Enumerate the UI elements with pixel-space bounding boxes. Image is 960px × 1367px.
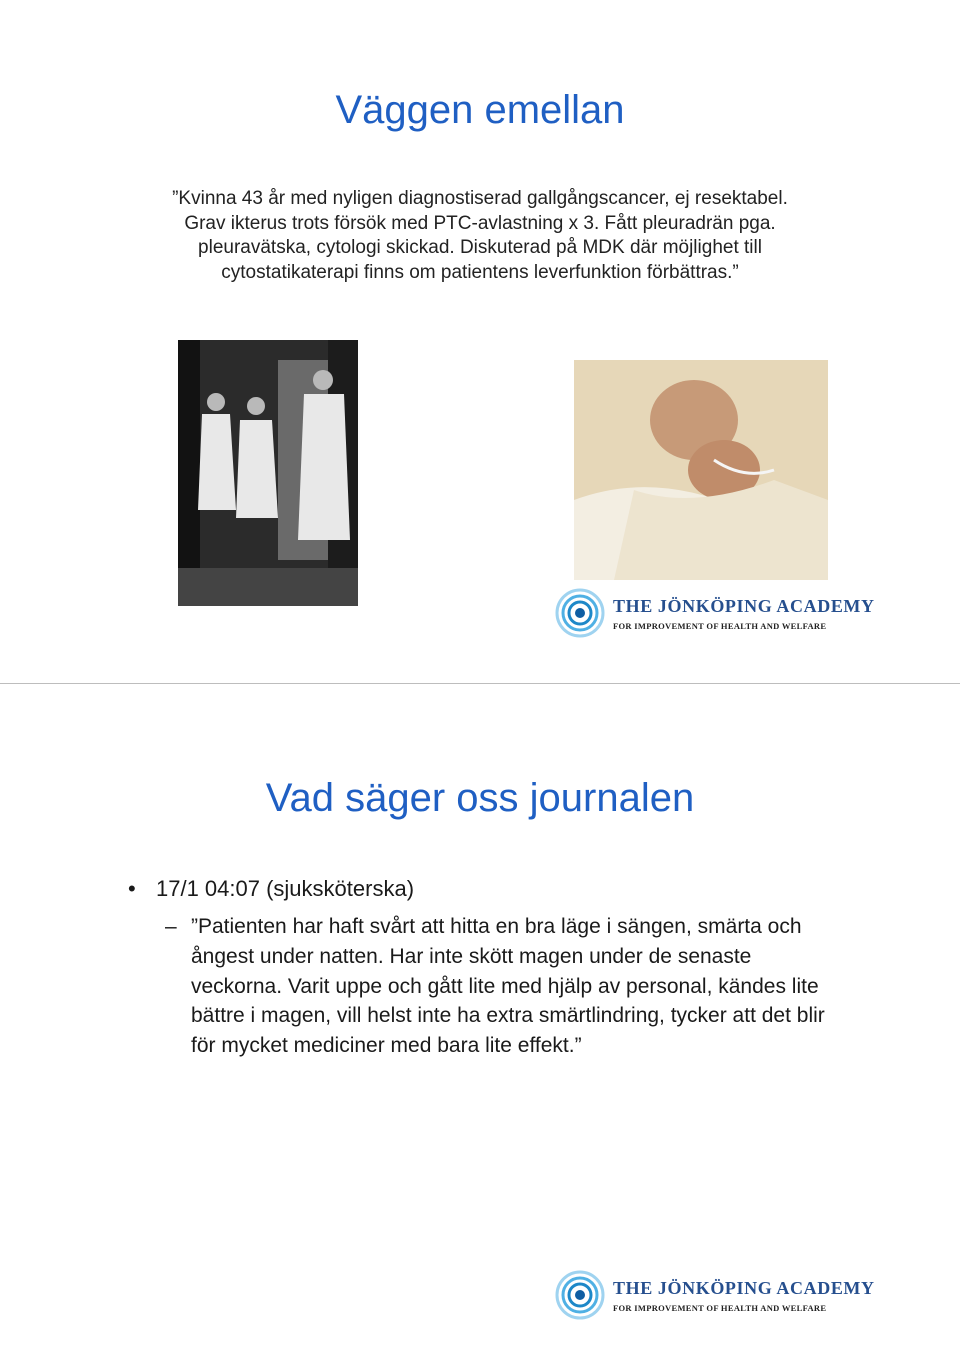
- academy-logo-icon: [555, 1270, 605, 1320]
- logo-subtitle: FOR IMPROVEMENT OF HEALTH AND WELFARE: [613, 1302, 827, 1313]
- patient-photo: [574, 360, 828, 580]
- journal-entry-text: ”Patienten har haft svårt att hitta en bra läge i sängen, smärta och ångest under natten. Har inte skött magen under de senaste veckorna. Varit uppe och gått lite med hjälp av personal, kändes lite bättre i magen, vill helst inte ha extra smärtlindring, tycker att det blir för mycket mediciner med bara lite effekt.”: [191, 915, 825, 1058]
- journal-entry: [165, 912, 835, 1061]
- bullet-dot-icon: •: [128, 876, 136, 901]
- jonkoping-academy-logo: [555, 588, 875, 638]
- slide-1: [0, 0, 960, 683]
- doctors-photo: [178, 340, 358, 606]
- slide-2: [0, 684, 960, 1367]
- case-description: ”Kvinna 43 år med nyligen diagnostiserad gallgångscancer, ej resektabel. Grav ikterus trots försök med PTC-avlastning x 3. Fått pleuradrän pga. pleuravätska, cytologi skickad. Diskuterad på MDK där möjlighet till cytostatikaterapi finns om patientens leverfunktion förbättras.”: [172, 188, 788, 283]
- slide-title: Väggen emellan: [335, 88, 625, 132]
- logo-name: THE JÖNKÖPING ACADEMY: [613, 1277, 875, 1298]
- bullet-item: [128, 876, 414, 902]
- academy-logo-icon: [555, 588, 605, 638]
- slide-title: Vad säger oss journalen: [265, 776, 695, 820]
- bullet-text: 17/1 04:07 (sjuksköterska): [156, 876, 415, 901]
- jonkoping-academy-logo: [555, 1270, 875, 1320]
- logo-name: THE JÖNKÖPING ACADEMY: [613, 595, 875, 616]
- dash-icon: –: [165, 915, 177, 938]
- logo-subtitle: FOR IMPROVEMENT OF HEALTH AND WELFARE: [613, 620, 827, 631]
